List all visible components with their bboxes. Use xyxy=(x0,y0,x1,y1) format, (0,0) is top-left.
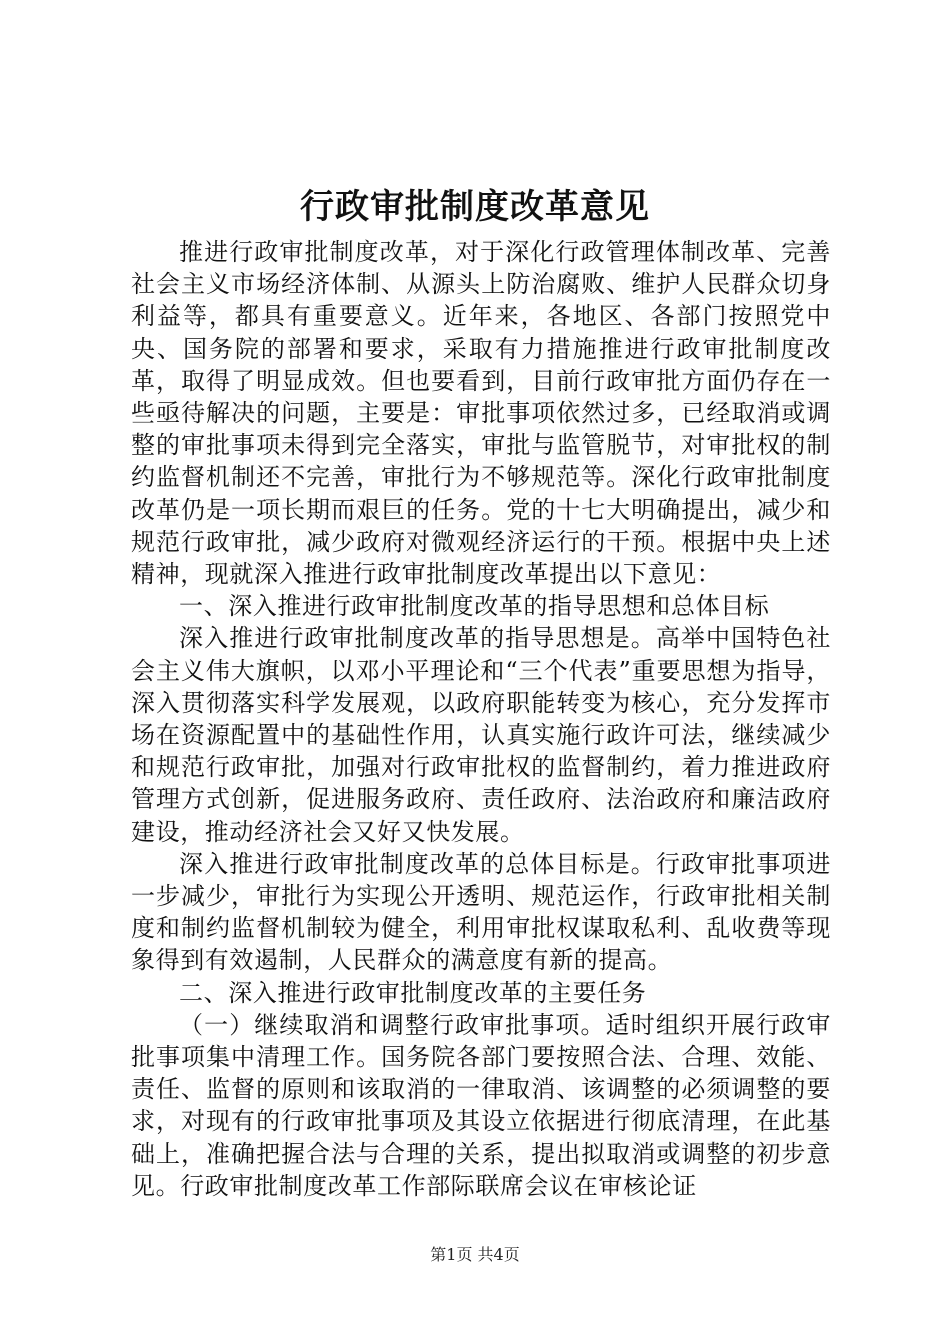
page-footer: 第1页 共4页 xyxy=(430,1245,520,1264)
paragraph-task-1: （一）继续取消和调整行政审批事项。适时组织开展行政审批事项集中清理工作。国务院各部门要按照合法、合理、效能、责任、监督的原则和该取消的一律取消、该调整的必须调整的要求，对现有的行政审批事项及其设立依据进行彻底清理，在此基础上，准确把握合法与合理的关系，提出拟取消或调整的初步意见。行政审批制度改革工作部际联席会议在审核论证 xyxy=(131,1010,831,1200)
section-heading-1: 一、深入推进行政审批制度改革的指导思想和总体目标 xyxy=(179,592,770,621)
paragraph-guiding-ideology: 深入推进行政审批制度改革的指导思想是。高举中国特色社会主义伟大旗帜，以邓小平理论和“三个代表”重要思想为指导，深入贯彻落实科学发展观，以政府职能转变为核心，充分发挥市场在资源配置中的基础性作用，认真实施行政许可法，继续减少和规范行政审批，加强对行政审批权的监督制约，着力推进政府管理方式创新，促进服务政府、责任政府、法治政府和廉洁政府建设，推动经济社会又好又快发展。 xyxy=(131,624,831,846)
paragraph-intro: 推进行政审批制度改革，对于深化行政管理体制改革、完善社会主义市场经济体制、从源头上防治腐败、维护人民群众切身利益等，都具有重要意义。近年来，各地区、各部门按照党中央、国务院的部署和要求，采取有力措施推进行政审批制度改革，取得了明显成效。但也要看到，目前行政审批方面仍存在一些亟待解决的问题，主要是：审批事项依然过多，已经取消或调整的审批事项未得到完全落实，审批与监管脱节，对审批权的制约监督机制还不完善，审批行为不够规范等。深化行政审批制度改革仍是一项长期而艰巨的任务。党的十七大明确提出，减少和规范行政审批，减少政府对微观经济运行的干预。根据中央上述精神，现就深入推进行政审批制度改革提出以下意见： xyxy=(131,238,831,589)
paragraph-overall-goal: 深入推进行政审批制度改革的总体目标是。行政审批事项进一步减少，审批行为实现公开透明、规范运作，行政审批相关制度和制约监督机制较为健全，利用审批权谋取私利、乱收费等现象得到有效遏制，人民群众的满意度有新的提高。 xyxy=(131,849,831,975)
document-body xyxy=(131,236,831,1202)
document-title: 行政审批制度改革意见 xyxy=(300,187,650,227)
section-heading-2: 二、深入推进行政审批制度改革的主要任务 xyxy=(179,978,647,1007)
